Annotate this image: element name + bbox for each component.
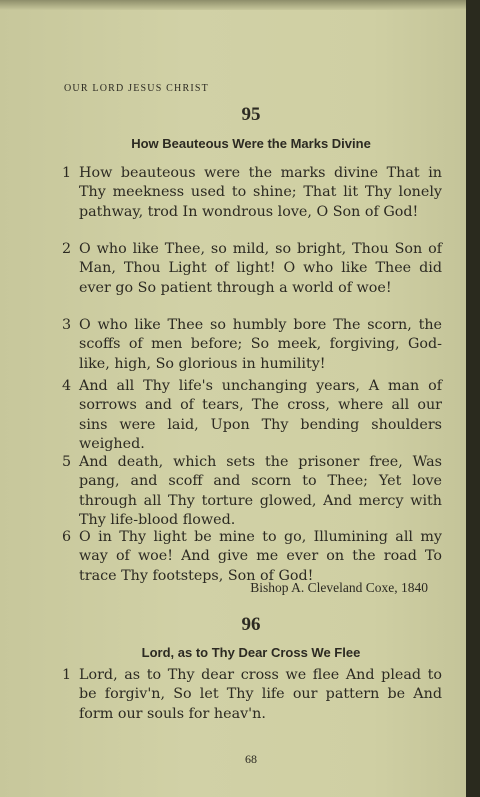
stanza-text: And all Thy life's unchanging years, A man of sorrows and of tears, The cross, where all our sins were laid, Upon Thy bending shoulders weighed. (79, 378, 442, 452)
stanza (62, 528, 442, 586)
page-number: 68 (245, 752, 257, 766)
stanza-text: O in Thy light be mine to go, Illumining all my way of woe! And give me ever on the road To trace Thy footsteps, Son of God! (79, 529, 442, 584)
running-head: OUR LORD JESUS CHRIST (64, 83, 209, 94)
stanza-text: O who like Thee, so mild, so bright, Thou Son of Man, Thou Light of light! O who like Thee did ever go So patient through a world of woe! (79, 241, 442, 296)
stanza-number: 1 (62, 667, 72, 683)
stanza (62, 666, 442, 724)
stanza (62, 316, 442, 374)
hymn-title: How Beauteous Were the Marks Divine (131, 136, 371, 151)
stanza-text: And death, which sets the prisoner free, Was pang, and scoff and scorn to Thee; Yet love through all Thy torture glowed, And mercy with Thy life-blood flowed. (79, 454, 442, 528)
stanza-number: 6 (62, 529, 72, 545)
stanza-number: 4 (62, 378, 72, 394)
hymn-attribution: Bishop A. Cleveland Coxe, 1840 (250, 580, 428, 595)
stanza-number: 3 (62, 317, 72, 333)
stanza-text: O who like Thee so humbly bore The scorn, the scoffs of men before; So meek, forgiving, God-like, high, So glorious in humility! (79, 317, 442, 372)
stanza-text: Lord, as to Thy dear cross we flee And plead to be forgiv'n, So let Thy life our pattern be And form our souls for heav'n. (79, 667, 442, 722)
page-top-edge (0, 0, 466, 10)
stanza-number: 5 (62, 454, 72, 470)
stanza-text: How beauteous were the marks divine That in Thy meekness used to shine; That lit Thy lonely pathway, trod In wondrous love, O Son of God! (79, 165, 442, 220)
stanza (62, 240, 442, 298)
stanza (62, 377, 442, 454)
hymn-number: 95 (241, 104, 261, 125)
stanza (62, 164, 442, 222)
stanza-number: 1 (62, 165, 72, 181)
stanza (62, 453, 442, 530)
hymn-number: 96 (241, 614, 261, 635)
hymn-title: Lord, as to Thy Dear Cross We Flee (141, 645, 361, 660)
stanza-number: 2 (62, 241, 72, 257)
